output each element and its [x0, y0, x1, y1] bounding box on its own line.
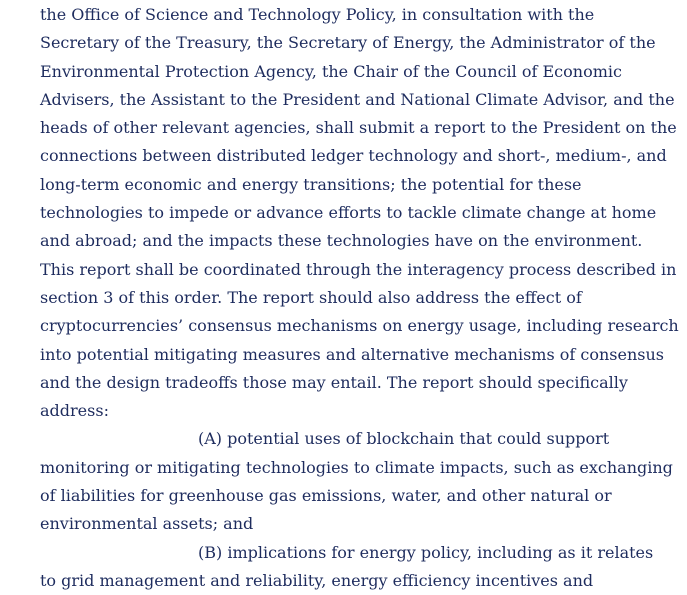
text-line: Secretary of the Treasury, the Secretary of Energy, the Administrator of the	[40, 33, 656, 53]
text-line: Advisers, the Assistant to the President and National Climate Advisor, and the	[40, 89, 675, 109]
text-line: monitoring or mitigating technologies to climate impacts, such as exchanging	[40, 457, 673, 477]
text-line: of liabilities for greenhouse gas emissions, water, and other natural or	[40, 486, 612, 506]
document-body	[40, 0, 679, 595]
text-line: and the design tradeoffs those may entail. The report should specifically	[40, 372, 628, 392]
subsection-a-heading-line: (A) potential uses of blockchain that could support	[198, 429, 610, 449]
text-line: Environmental Protection Agency, the Chair of the Council of Economic	[40, 61, 622, 81]
text-line: long-term economic and energy transitions; the potential for these	[40, 174, 582, 194]
text-line: environmental assets; and	[40, 514, 254, 534]
text-line: to grid management and reliability, energy efficiency incentives and	[40, 570, 594, 590]
text-line: heads of other relevant agencies, shall submit a report to the President on the	[40, 118, 677, 138]
text-line: the Office of Science and Technology Policy, in consultation with the	[40, 5, 595, 24]
text-line: address:	[40, 401, 109, 421]
text-line: section 3 of this order. The report should also address the effect of	[40, 287, 582, 307]
text-line: connections between distributed ledger technology and short-, medium-, and	[40, 146, 667, 166]
text-line: This report shall be coordinated through the interagency process described in	[40, 259, 677, 279]
text-line: technologies to impede or advance efforts to tackle climate change at home	[40, 203, 657, 223]
subsection-b-heading-line: (B) implications for energy policy, including as it relates	[198, 542, 654, 562]
text-line: cryptocurrencies’ consensus mechanisms on energy usage, including research	[40, 316, 679, 336]
text-line: and abroad; and the impacts these technologies have on the environment.	[40, 231, 643, 251]
text-line: into potential mitigating measures and alternative mechanisms of consensus	[40, 344, 664, 364]
